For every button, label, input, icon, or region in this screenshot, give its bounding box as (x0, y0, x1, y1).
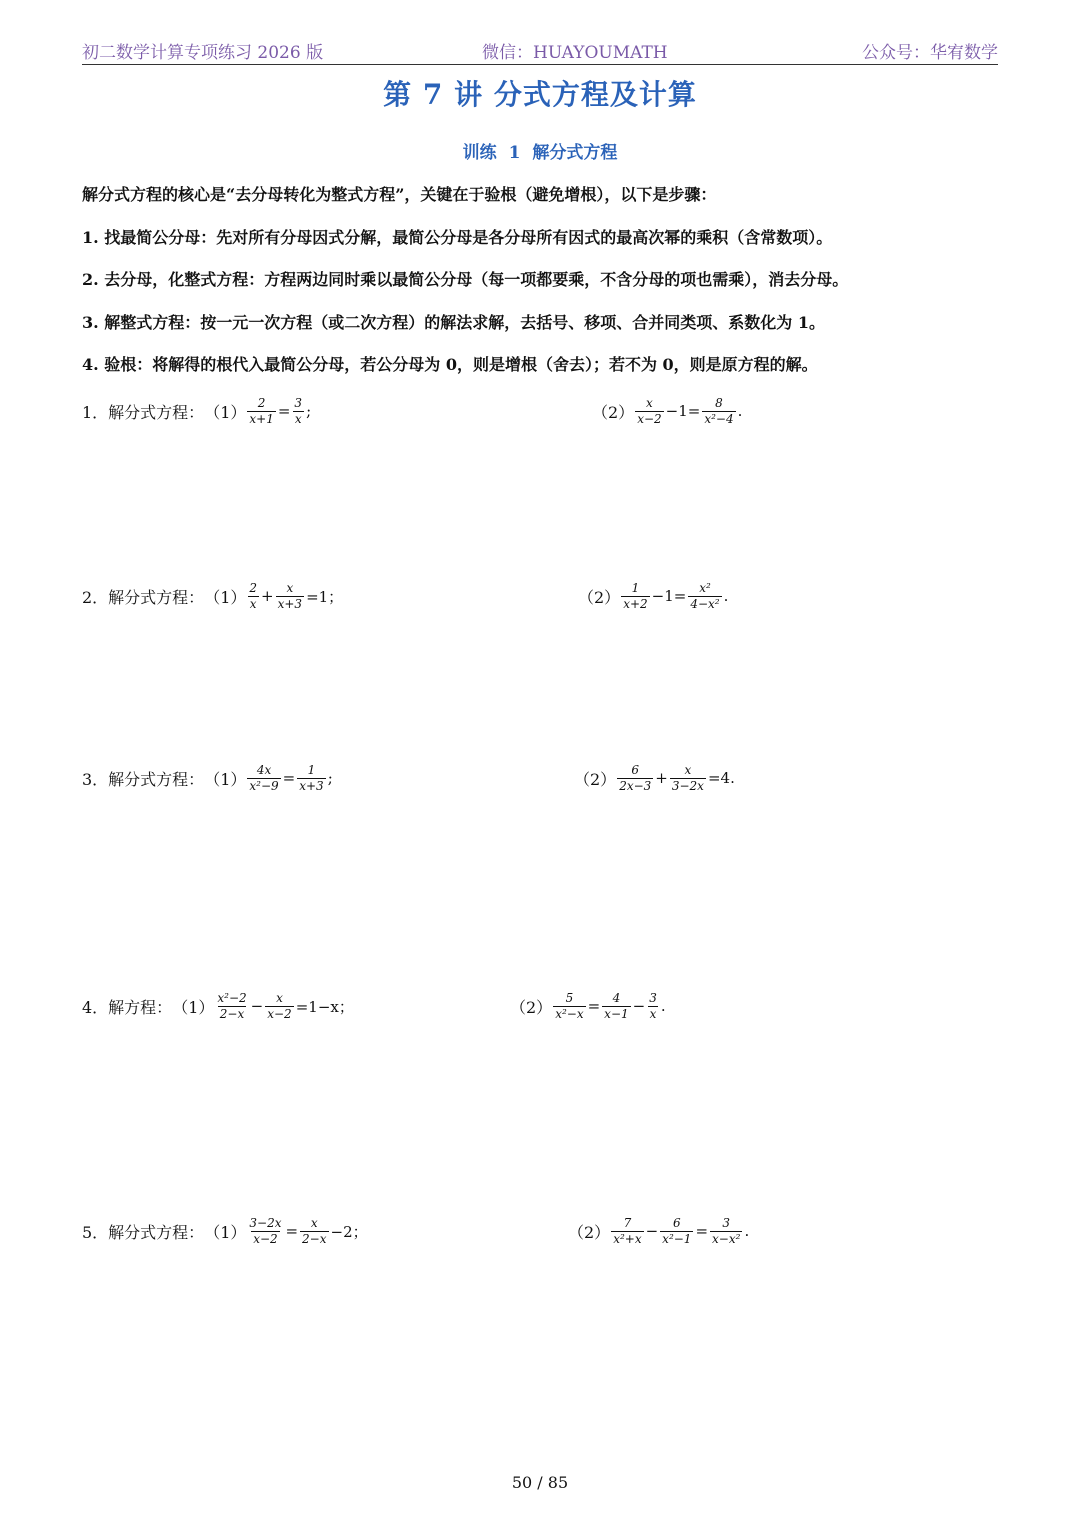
problem-4-part-2 (510, 992, 667, 1020)
section-subtitle: 训练 1 解分式方程 (462, 143, 618, 163)
part-label: （1） (204, 402, 247, 422)
equation-end: . (737, 402, 743, 421)
equation-end: −2； (330, 1222, 368, 1241)
problem-3-part-1 (82, 764, 334, 792)
problem-label: 2．解分式方程： (82, 587, 205, 607)
fraction: $\frac{8}{\text{x²−4}}$ (704, 396, 734, 426)
fraction: $\frac{6}{\text{x²−1}}$ (662, 1216, 692, 1246)
fraction: $\frac{3}{\text{x−x²}}$ (712, 1216, 741, 1246)
part-label: （1） (204, 769, 247, 789)
fraction: $\frac{x}{x-2}$ (637, 396, 662, 426)
operator: −1= (651, 587, 687, 606)
fraction: $\frac{1}{x+3}$ (299, 763, 324, 793)
operator: − (645, 1222, 659, 1241)
problem-label: 5．解分式方程： (82, 1222, 205, 1242)
step-1: 1. 找最简公分母：先对所有分母因式分解，最简公分母是各分母所有因式的最高次幂的乘积（含常数项）。 (82, 228, 833, 247)
operator: = (282, 769, 296, 788)
fraction: $\frac{\text{x²−2}}{2-x}$ (217, 991, 247, 1021)
fraction: $\frac{4}{x-1}$ (604, 991, 629, 1021)
fraction: $\frac{x}{3-2x}$ (671, 763, 704, 793)
problem-5-part-1 (82, 1217, 369, 1245)
operator: + (655, 769, 668, 788)
problem-3-part-2 (574, 764, 736, 792)
problem-2-part-2 (578, 582, 729, 610)
part-label: （2） (510, 997, 553, 1017)
fraction: $\frac{x}{x+3}$ (277, 581, 303, 611)
operator: − (632, 997, 646, 1016)
problem-5-part-2 (568, 1217, 750, 1245)
problem-2-part-1 (82, 582, 344, 610)
step-4: 4. 验根：将解得的根代入最简公分母，若公分母为 0，则是增根（舍去）；若不为 0，则是原方程的解。 (82, 355, 818, 374)
equation-end: . (723, 587, 729, 606)
fraction: $\frac{7}{\text{x²+x}}$ (613, 1216, 642, 1246)
fraction: $\frac{1}{x+2}$ (623, 581, 648, 611)
intro-paragraph: 解分式方程的核心是“去分母转化为整式方程”，关键在于验根（避免增根），以下是步骤： (82, 185, 717, 204)
fraction: $\frac{x}{x-2}$ (267, 991, 292, 1021)
operator: = (285, 1222, 299, 1241)
fraction: $\frac{3}{x}$ (294, 396, 303, 426)
part-label: （2） (568, 1222, 611, 1242)
part-label: （1） (204, 1222, 247, 1242)
fraction: $\frac{3}{x}$ (649, 991, 657, 1021)
header-left-text: 初二数学计算专项练习 2026 版 (82, 43, 324, 63)
equation-end: =1−x； (295, 997, 354, 1016)
equation-end: ; (327, 769, 333, 788)
operator: − (250, 997, 264, 1016)
lecture-title: 第 7 讲 分式方程及计算 (383, 78, 697, 111)
page-number: 50 / 85 (511, 1473, 569, 1492)
equation-end: =1； (306, 587, 344, 606)
fraction: $\frac{6}{2x-3}$ (619, 763, 652, 793)
problem-label: 3．解分式方程： (82, 769, 205, 789)
equation-end: ; (306, 402, 312, 421)
part-label: （2） (578, 587, 621, 607)
operator: −1= (665, 402, 701, 421)
part-label: （2） (592, 402, 635, 422)
problem-1-part-2 (592, 397, 743, 425)
fraction: $\frac{4x}{\text{x²−9}}$ (249, 763, 279, 793)
problem-1-part-1 (82, 397, 312, 425)
equation-end: =4. (707, 769, 735, 788)
part-label: （1） (172, 997, 215, 1017)
operator: = (587, 997, 601, 1016)
header-center-text: 微信：HUAYOUMATH (482, 43, 668, 63)
header-right-text: 公众号：华宥数学 (862, 43, 998, 63)
fraction: $\frac{2}{x+1}$ (249, 396, 274, 426)
step-2: 2. 去分母，化整式方程：方程两边同时乘以最简公分母（每一项都要乘，不含分母的项也需乘），消去分母。 (82, 270, 849, 289)
fraction: $\frac{5}{\text{x²−x}}$ (555, 991, 584, 1021)
operator: + (261, 587, 274, 606)
problem-4-part-1 (82, 992, 355, 1020)
page-header (82, 38, 998, 65)
operator: = (277, 402, 291, 421)
step-3: 3. 解整式方程：按一元一次方程（或二次方程）的解法求解，去括号、移项、合并同类项、系数化为 1。 (82, 313, 825, 332)
part-label: （1） (204, 587, 247, 607)
equation-end: . (744, 1222, 750, 1241)
part-label: （2） (574, 769, 617, 789)
equation-end: . (660, 997, 666, 1016)
fraction: $\frac{\text{x²}}{\text{4−x²}}$ (690, 581, 720, 611)
fraction: $\frac{2}{x}$ (249, 581, 258, 611)
problem-label: 1．解分式方程： (82, 402, 205, 422)
fraction: $\frac{3-2x}{x-2}$ (249, 1216, 282, 1246)
operator: = (695, 1222, 709, 1241)
fraction: $\frac{x}{2-x}$ (302, 1216, 327, 1246)
problem-label: 4．解方程： (82, 997, 173, 1017)
